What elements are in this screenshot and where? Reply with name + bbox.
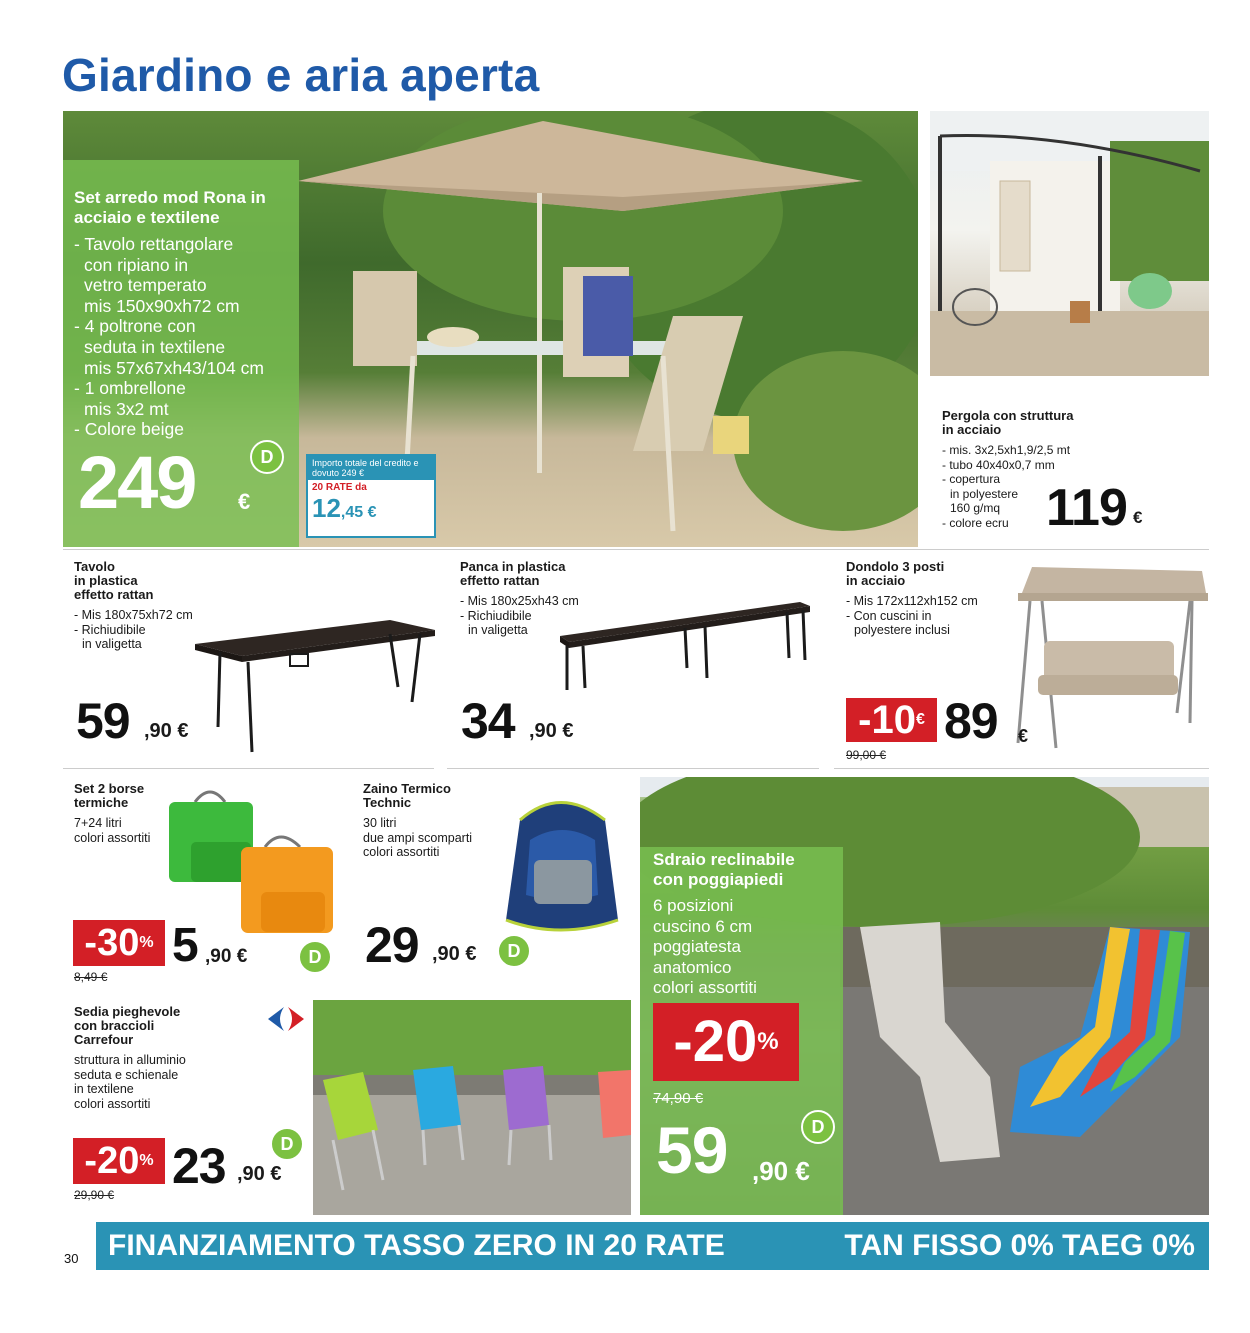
borse-price: 5	[172, 919, 198, 972]
spec-line: - mis. 3x2,5xh1,9/2,5 mt	[942, 443, 1071, 457]
sedia-specs	[74, 1053, 186, 1111]
pergola-title	[942, 409, 1073, 437]
divider	[63, 768, 434, 769]
title-line: Panca in plastica	[460, 559, 566, 574]
zaino-title	[363, 782, 451, 810]
sdraio-discount-badge	[653, 1003, 799, 1081]
spec-line: colori assortiti	[653, 978, 757, 998]
divider	[63, 549, 1209, 550]
dondolo-price: 89	[944, 693, 998, 749]
tavolo-cents: ,90 €	[144, 720, 189, 742]
title-line: effetto rattan	[460, 573, 540, 588]
dondolo-discount-badge	[846, 698, 937, 742]
financing-integer: 12	[312, 493, 341, 523]
footer-right-text: TAN FISSO 0% TAEG 0%	[844, 1229, 1195, 1262]
borse-cents: ,90 €	[205, 946, 248, 967]
dondolo-illustration	[1012, 563, 1208, 753]
panca-cents: ,90 €	[529, 720, 574, 742]
spec-line: mis 3x2 mt	[84, 398, 169, 419]
spec-line: mis 150x90xh72 cm	[84, 295, 240, 316]
dondolo-old-price: 99,00 €	[846, 748, 887, 762]
d-badge-icon: D	[497, 934, 531, 968]
spec-line: in polyestere	[950, 486, 1019, 501]
sdraio-specs	[653, 896, 757, 999]
discount-value: -30	[84, 922, 140, 964]
financing-footer-bar	[96, 1222, 1209, 1270]
spec-line: - copertura	[942, 472, 1001, 487]
dondolo-specs	[846, 594, 978, 638]
spec-line: - Con cuscini in	[846, 608, 932, 623]
sdraio-cents: ,90 €	[752, 1156, 810, 1186]
tavolo-specs	[74, 608, 193, 652]
zaino-price: 29	[365, 917, 419, 973]
spec-line: 30 litri	[363, 816, 397, 830]
discount-value: -20	[84, 1140, 140, 1182]
dondolo-currency: €	[1018, 726, 1029, 746]
discount-value: -10	[858, 698, 916, 742]
spec-line: - 1 ombrellone	[74, 378, 186, 399]
discount-unit: €	[915, 711, 925, 728]
panca-illustration	[555, 598, 815, 693]
spec-line: 7+24 litri	[74, 816, 122, 830]
financing-note: Importo totale del credito e dovuto 249 €	[308, 456, 434, 480]
borse-title	[74, 782, 144, 810]
title-line: Set 2 borse	[74, 781, 145, 796]
spec-line: vetro temperato	[84, 275, 207, 296]
financing-box	[306, 454, 436, 538]
discount-unit: %	[139, 934, 154, 951]
spec-line: mis 57x67xh43/104 cm	[84, 357, 264, 378]
spec-line: struttura in alluminio	[74, 1053, 186, 1067]
footer-left-text: FINANZIAMENTO TASSO ZERO IN 20 RATE	[108, 1229, 725, 1262]
panca-price: 34	[461, 693, 515, 749]
spec-line: anatomico	[653, 957, 732, 977]
spec-line: 160 g/mq	[950, 501, 1001, 516]
spec-line: colori assortiti	[74, 830, 151, 845]
page-number: 30	[64, 1251, 79, 1266]
spec-line: - tubo 40x40x0,7 mm	[942, 457, 1055, 472]
spec-line: due ampi scomparti	[363, 830, 473, 845]
sdraio-price: 59	[656, 1113, 728, 1187]
spec-line: seduta e schienale	[74, 1067, 179, 1082]
d-badge-icon: D	[270, 1127, 304, 1161]
sedia-photo	[313, 1000, 631, 1215]
title-line: in acciaio	[846, 573, 906, 588]
sdraio-title	[653, 850, 795, 890]
spec-line: - 4 poltrone con	[74, 316, 196, 337]
dondolo-title	[846, 560, 944, 588]
d-badge-icon: D	[250, 440, 284, 474]
title-line: con braccioli	[74, 1018, 155, 1033]
spec-line: - colore ecru	[942, 515, 1009, 530]
zaino-cents: ,90 €	[432, 943, 477, 965]
panca-title	[460, 560, 566, 588]
financing-amount	[308, 493, 434, 524]
spec-line: colori assortiti	[363, 845, 440, 859]
sedia-price: 23	[172, 1138, 226, 1194]
hero-product-title: Set arredo mod Rona in acciaio e textilene	[74, 188, 266, 227]
borse-specs	[74, 816, 150, 845]
zaino-specs	[363, 816, 472, 860]
title-line: con poggiapiedi	[653, 870, 784, 889]
d-badge-icon: D	[298, 940, 332, 974]
borse-discount-badge	[73, 920, 165, 966]
spec-line: colori assortiti	[74, 1096, 151, 1111]
tavolo-illustration	[190, 612, 440, 757]
spec-line: seduta in textilene	[84, 336, 226, 357]
spec-line: - Tavolo rettangolare	[74, 234, 234, 254]
borse-old-price: 8,49 €	[74, 970, 108, 984]
spec-line: - Mis 180x25xh43 cm	[460, 594, 579, 608]
title-line: in plastica	[74, 573, 138, 588]
pergola-currency: €	[1133, 508, 1143, 527]
title-line: Pergola con struttura	[942, 408, 1074, 423]
title-line: Carrefour	[74, 1032, 134, 1047]
sedia-old-price: 29,90 €	[74, 1188, 115, 1202]
discount-unit: %	[139, 1152, 154, 1169]
pergola-price: 119	[1046, 479, 1127, 537]
carrefour-logo-icon	[264, 1004, 308, 1034]
financing-cents: ,45 €	[340, 504, 377, 521]
sdraio-old-price: 74,90 €	[653, 1090, 704, 1107]
spec-line: - Richiudibile	[460, 608, 532, 623]
spec-line: in valigetta	[468, 623, 528, 637]
tavolo-title	[74, 560, 153, 602]
sedia-discount-badge	[73, 1138, 165, 1184]
divider	[834, 768, 1209, 769]
divider	[447, 768, 819, 769]
spec-line: poggiatesta	[653, 937, 741, 957]
spec-line: con ripiano in	[84, 254, 189, 275]
hero-price: 249	[78, 441, 196, 524]
title-line: Sdraio reclinabile	[653, 850, 795, 869]
spec-line: 6 posizioni	[653, 896, 734, 915]
hero-currency: €	[238, 489, 251, 514]
title-line: Zaino Termico	[363, 781, 451, 796]
spec-line: cuscino 6 cm	[653, 916, 753, 936]
page-title: Giardino e aria aperta	[62, 49, 540, 101]
title-line: termiche	[74, 795, 129, 810]
title-line: Dondolo 3 posti	[846, 559, 945, 574]
spec-line: - Colore beige	[74, 419, 184, 440]
d-badge-icon: D	[801, 1110, 835, 1144]
zaino-illustration	[500, 790, 625, 935]
spec-line: in valigetta	[82, 637, 142, 651]
tavolo-price: 59	[76, 693, 130, 749]
discount-unit: %	[757, 1028, 779, 1055]
title-line: Sedia pieghevole	[74, 1004, 181, 1019]
title-line: in acciaio	[942, 422, 1002, 437]
pergola-photo	[930, 111, 1209, 376]
title-line: effetto rattan	[74, 587, 154, 602]
sedia-cents: ,90 €	[237, 1163, 282, 1185]
spec-line: in textilene	[74, 1082, 134, 1096]
spec-line: - Mis 172x112xh152 cm	[846, 594, 978, 608]
hero-spec-list	[74, 234, 296, 440]
title-line: Tavolo	[74, 559, 115, 574]
title-line: Technic	[363, 795, 412, 810]
financing-label: 20 RATE da	[312, 482, 367, 493]
pergola-illustration	[930, 111, 1209, 376]
spec-line: polyestere inclusi	[854, 623, 950, 637]
discount-value: -20	[673, 1009, 758, 1074]
spec-line: - Richiudibile	[74, 622, 146, 637]
sedia-illustration	[313, 1000, 631, 1215]
spec-line: - Mis 180x75xh72 cm	[74, 608, 193, 622]
sedia-title	[74, 1005, 180, 1047]
